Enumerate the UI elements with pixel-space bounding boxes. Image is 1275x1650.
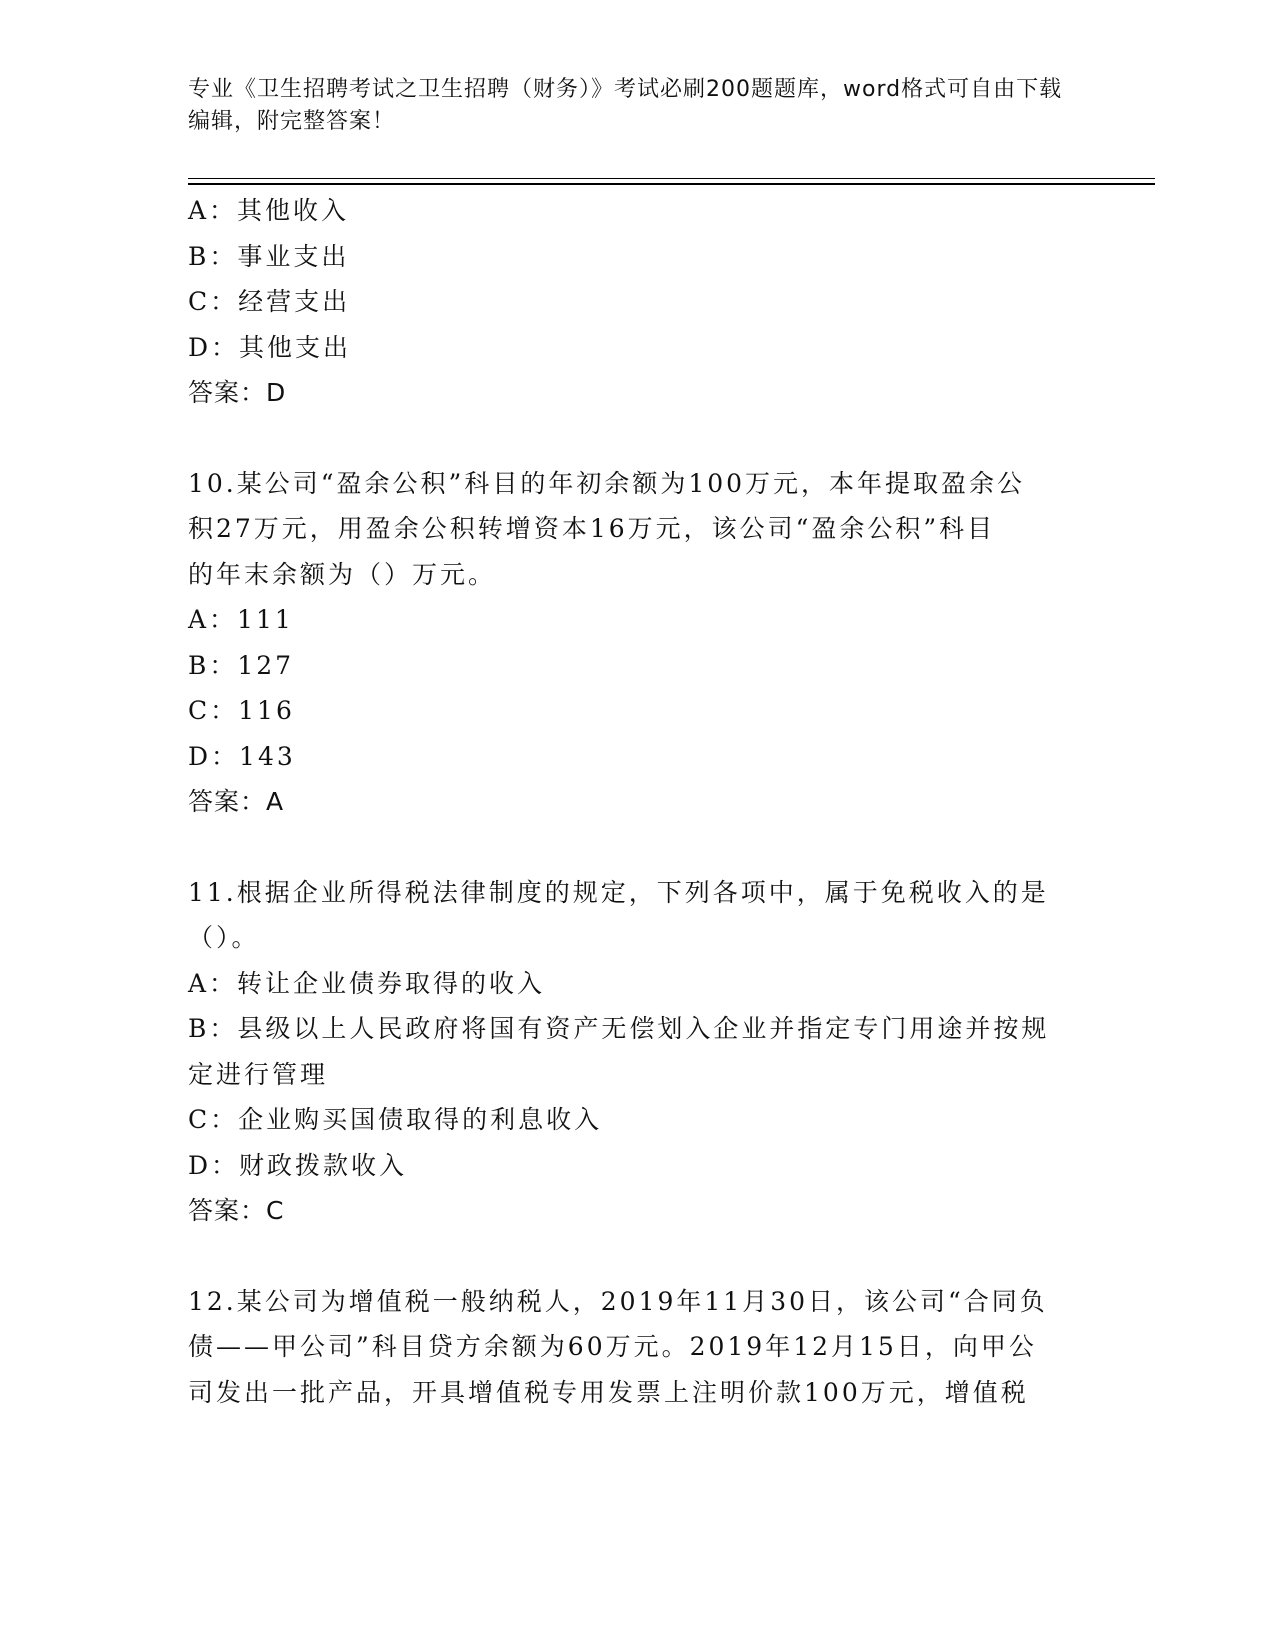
header-divider-thin xyxy=(188,178,1155,179)
header-divider-thick xyxy=(188,183,1155,185)
option-d: D：143 xyxy=(188,741,296,771)
question-10 xyxy=(188,461,1078,825)
answer: 答案：D xyxy=(188,378,287,407)
option-b: B：127 xyxy=(188,650,295,680)
option-a: A：111 xyxy=(188,605,294,634)
document-header: 专业《卫生招聘考试之卫生招聘（财务）》考试必刷200题题库，word格式可自由下载编辑，附完整答案！ xyxy=(188,77,1063,134)
option-b-continued: 定进行管理 xyxy=(188,1059,329,1089)
question-stem-line: 的年末余额为（）万元。 xyxy=(188,559,497,589)
question-stem-line: 12.某公司为增值税一般纳税人，2019年11月30日，该公司“合同负 xyxy=(188,1286,1048,1316)
option-d: D：财政拨款收入 xyxy=(188,1150,408,1180)
question-stem-line: 11.根据企业所得税法律制度的规定，下列各项中，属于免税收入的是 xyxy=(188,877,1049,907)
question-11 xyxy=(188,870,1078,1234)
option-a: A：转让企业债券取得的收入 xyxy=(188,968,546,998)
option-b: B：事业支出 xyxy=(188,241,350,271)
question-stem-line: 积27万元，用盈余公积转增资本16万元，该公司“盈余公积”科目 xyxy=(188,514,996,543)
option-d: D：其他支出 xyxy=(188,332,352,362)
question-stem-line: （）。 xyxy=(188,923,260,952)
question-content xyxy=(188,188,1078,1415)
option-b: B：县级以上人民政府将国有资产无偿划入企业并指定专门用途并按规 xyxy=(188,1014,1050,1043)
answer: 答案：A xyxy=(188,787,285,816)
answer: 答案：C xyxy=(188,1196,285,1225)
question-stem-line: 债——甲公司”科目贷方余额为60万元。2019年12月15日，向甲公 xyxy=(188,1332,1037,1361)
question-stem-line: 10.某公司“盈余公积”科目的年初余额为100万元，本年提取盈余公 xyxy=(188,468,1026,498)
question-9-tail xyxy=(188,188,1078,416)
option-c: C：企业购买国债取得的利息收入 xyxy=(188,1105,603,1134)
option-c: C：116 xyxy=(188,696,295,725)
option-c: C：经营支出 xyxy=(188,287,351,316)
question-12 xyxy=(188,1279,1078,1416)
question-stem-line: 司发出一批产品，开具增值税专用发票上注明价款100万元，增值税 xyxy=(188,1377,1029,1407)
option-a: A：其他收入 xyxy=(188,196,350,225)
